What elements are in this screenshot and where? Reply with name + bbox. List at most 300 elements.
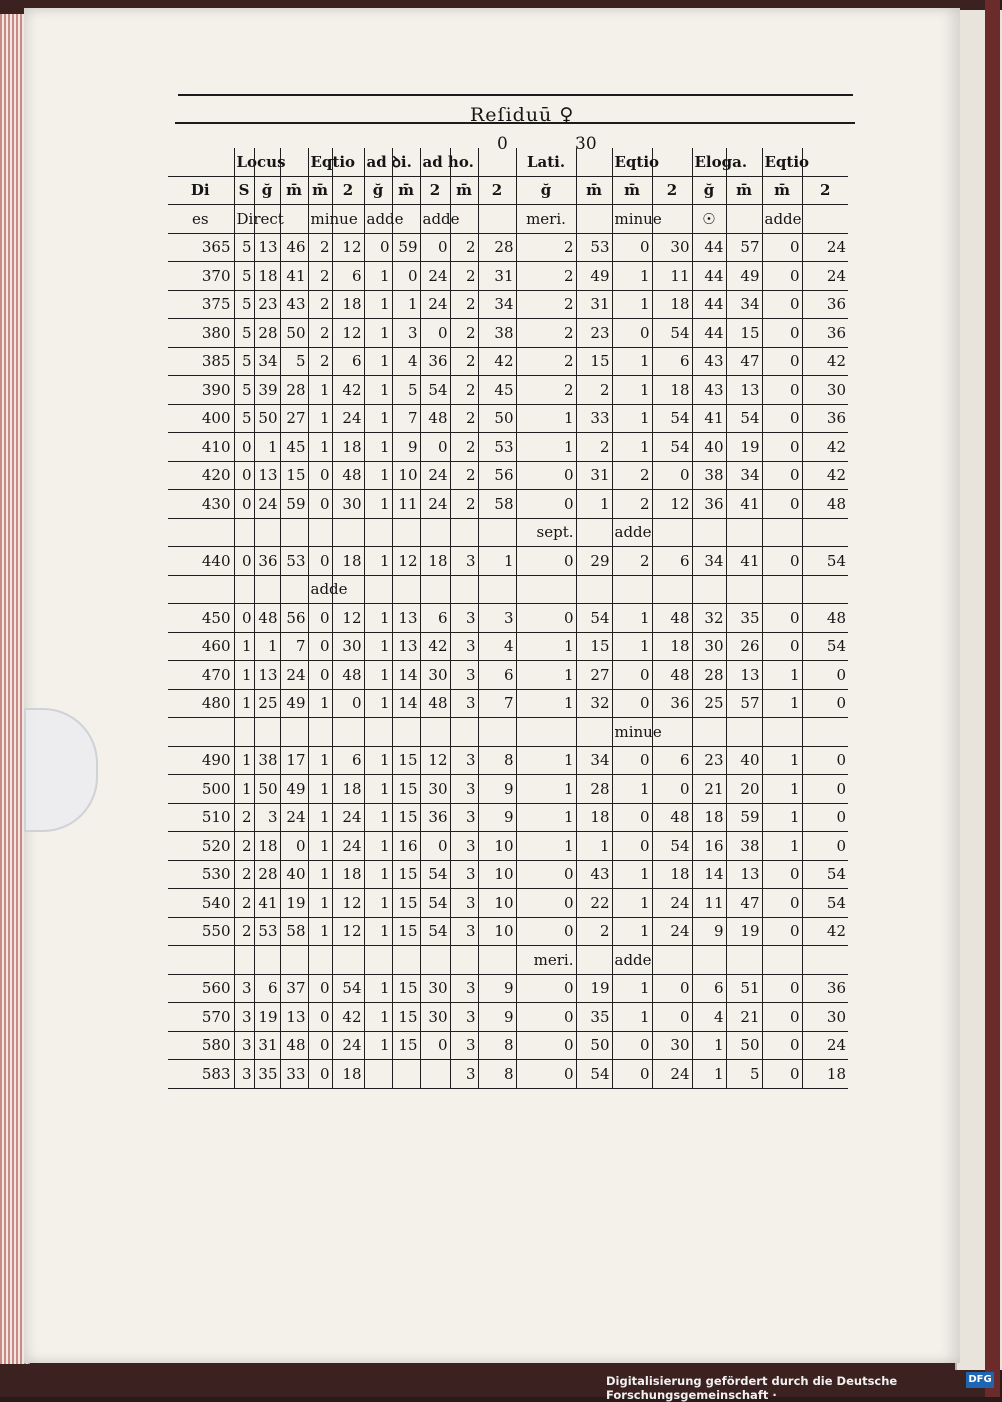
table-cell (762, 946, 802, 975)
table-cell: 48 (420, 404, 450, 433)
table-cell: 1 (516, 404, 576, 433)
table-row (168, 917, 848, 946)
table-cell: 18 (802, 1060, 848, 1089)
table-cell (450, 718, 478, 747)
table-cell: 5 (234, 404, 254, 433)
table-cell: 43 (692, 376, 726, 405)
table-cell: 2 (332, 176, 364, 205)
table-cell: 15 (576, 632, 612, 661)
table-cell: 2 (308, 347, 332, 376)
table-cell: 0 (516, 604, 576, 633)
table-cell (516, 575, 576, 604)
table-cell: 460 (168, 632, 234, 661)
table-cell: 31 (254, 1031, 280, 1060)
table-cell: 385 (168, 347, 234, 376)
table-cell: 1 (308, 917, 332, 946)
table-cell: 0 (308, 661, 332, 690)
table-cell: 8 (478, 1060, 516, 1089)
table-cell: 30 (692, 632, 726, 661)
table-cell: minue (612, 718, 652, 747)
table-cell: 0 (612, 689, 652, 718)
table-cell: 1 (612, 1003, 652, 1032)
table-cell: 28 (576, 775, 612, 804)
table-cell: 6 (478, 661, 516, 690)
table-cell: 1 (364, 860, 392, 889)
table-cell: 34 (478, 290, 516, 319)
table-cell: 18 (332, 775, 364, 804)
table-cell (364, 518, 392, 547)
table-cell: 39 (254, 376, 280, 405)
table-cell: 37 (280, 974, 308, 1003)
table-cell: 34 (692, 547, 726, 576)
table-cell: 19 (726, 433, 762, 462)
table-cell: 1 (516, 746, 576, 775)
table-cell (254, 718, 280, 747)
table-row (168, 433, 848, 462)
table-cell: 32 (692, 604, 726, 633)
table-cell: 0 (762, 233, 802, 262)
table-cell (478, 575, 516, 604)
table-cell: 18 (254, 262, 280, 291)
table-cell: 15 (726, 319, 762, 348)
table-cell (332, 518, 364, 547)
table-cell: 10 (478, 832, 516, 861)
table-cell (364, 1060, 392, 1089)
table-cell (576, 718, 612, 747)
table-cell: 0 (516, 461, 576, 490)
table-cell: 1 (364, 1003, 392, 1032)
table-cell: 51 (726, 974, 762, 1003)
table-cell: 7 (392, 404, 420, 433)
table-cell: 1 (612, 917, 652, 946)
table-cell: 0 (308, 632, 332, 661)
table-cell: 36 (420, 347, 450, 376)
table-cell: 53 (478, 433, 516, 462)
table-cell (420, 718, 450, 747)
table-cell: 0 (612, 746, 652, 775)
table-cell: 34 (576, 746, 612, 775)
table-cell: 24 (802, 1031, 848, 1060)
table-cell: Eqtio (762, 148, 802, 176)
table-cell: 12 (420, 746, 450, 775)
table-cell: 15 (392, 803, 420, 832)
table-cell (392, 575, 420, 604)
table-cell: 2 (450, 376, 478, 405)
table-row (168, 290, 848, 319)
table-cell: 10 (478, 860, 516, 889)
table-cell: 3 (450, 860, 478, 889)
table-cell: 370 (168, 262, 234, 291)
table-cell: 28 (478, 233, 516, 262)
table-cell: 42 (478, 347, 516, 376)
table-cell: 38 (726, 832, 762, 861)
table-row (168, 518, 848, 547)
table-cell: 41 (280, 262, 308, 291)
table-cell: 0 (234, 604, 254, 633)
table-cell: Direct (234, 205, 254, 234)
table-cell: 0 (762, 860, 802, 889)
table-cell: 56 (280, 604, 308, 633)
table-row (168, 604, 848, 633)
table-cell: 53 (280, 547, 308, 576)
table-cell: 26 (726, 632, 762, 661)
table-row (168, 860, 848, 889)
table-cell (726, 205, 762, 234)
table-cell: 48 (254, 604, 280, 633)
table-cell: 9 (692, 917, 726, 946)
table-cell: 12 (332, 233, 364, 262)
table-cell: 24 (332, 404, 364, 433)
table-row (168, 832, 848, 861)
table-cell: 1 (364, 604, 392, 633)
table-cell: 9 (478, 803, 516, 832)
table-cell: 0 (802, 803, 848, 832)
table-cell: 54 (420, 860, 450, 889)
table-cell: 2 (450, 290, 478, 319)
table-cell: 400 (168, 404, 234, 433)
table-cell: 5 (234, 262, 254, 291)
table-cell (420, 518, 450, 547)
table-cell: 48 (652, 661, 692, 690)
table-cell: 3 (450, 832, 478, 861)
table-cell: 1 (364, 832, 392, 861)
table-cell: 30 (652, 233, 692, 262)
table-cell: 27 (576, 661, 612, 690)
table-cell: 2 (652, 176, 692, 205)
table-cell: 5 (392, 376, 420, 405)
table-cell (420, 1060, 450, 1089)
table-cell: 48 (652, 604, 692, 633)
table-cell: 1 (308, 746, 332, 775)
table-cell: 16 (392, 832, 420, 861)
table-cell: 1 (612, 860, 652, 889)
table-cell: 24 (254, 490, 280, 519)
table-cell: 36 (802, 974, 848, 1003)
table-cell: 2 (450, 347, 478, 376)
table-cell: 1 (364, 461, 392, 490)
table-cell: 0 (802, 661, 848, 690)
table-cell: 15 (576, 347, 612, 376)
table-cell: 365 (168, 233, 234, 262)
table-cell: 42 (332, 1003, 364, 1032)
table-cell: 0 (762, 290, 802, 319)
table-cell: 0 (516, 860, 576, 889)
table-cell: 48 (652, 803, 692, 832)
table-cell (450, 518, 478, 547)
table-cell: 38 (692, 461, 726, 490)
table-cell: 560 (168, 974, 234, 1003)
table-cell (392, 1060, 420, 1089)
table-cell: 0 (308, 1031, 332, 1060)
table-cell (420, 575, 450, 604)
table-cell: 1 (692, 1060, 726, 1089)
table-cell: 30 (420, 1003, 450, 1032)
table-cell: 7 (280, 632, 308, 661)
table-cell: 49 (280, 775, 308, 804)
table-cell: 2 (308, 262, 332, 291)
table-cell: 3 (392, 319, 420, 348)
table-cell: 3 (254, 803, 280, 832)
table-cell: 4 (392, 347, 420, 376)
table-cell: 6 (652, 746, 692, 775)
table-cell: 2 (234, 832, 254, 861)
book-cover-right (985, 0, 1000, 1397)
table-row (168, 262, 848, 291)
table-cell: 1 (612, 290, 652, 319)
table-cell: meri. (516, 946, 576, 975)
table-cell: 42 (802, 461, 848, 490)
table-cell: 19 (254, 1003, 280, 1032)
table-cell: 15 (392, 917, 420, 946)
table-cell: 45 (280, 433, 308, 462)
table-cell (280, 718, 308, 747)
table-cell: 1 (234, 746, 254, 775)
table-cell: 470 (168, 661, 234, 690)
table-cell: adde (762, 205, 802, 234)
table-cell: 18 (420, 547, 450, 576)
table-cell: 18 (332, 290, 364, 319)
table-cell: 14 (692, 860, 726, 889)
table-cell: 6 (332, 262, 364, 291)
table-cell: es (168, 205, 234, 234)
table-cell: 54 (420, 917, 450, 946)
table-cell: 0 (308, 547, 332, 576)
table-cell: 30 (420, 661, 450, 690)
table-cell: 550 (168, 917, 234, 946)
table-cell: 490 (168, 746, 234, 775)
table-cell: 583 (168, 1060, 234, 1089)
table-cell: 49 (280, 689, 308, 718)
table-cell: 53 (254, 917, 280, 946)
table-cell: 1 (762, 661, 802, 690)
table-cell: 3 (450, 632, 478, 661)
table-cell: 19 (726, 917, 762, 946)
table-cell: 1 (364, 746, 392, 775)
table-cell: 1 (612, 433, 652, 462)
table-cell: 22 (576, 889, 612, 918)
table-cell (516, 718, 576, 747)
table-cell: 33 (280, 1060, 308, 1089)
table-cell: 1 (516, 832, 576, 861)
table-cell: 9 (478, 1003, 516, 1032)
table-cell: 0 (308, 461, 332, 490)
table-cell: 32 (576, 689, 612, 718)
table-cell (234, 718, 254, 747)
table-cell: 18 (254, 832, 280, 861)
table-cell: 49 (576, 262, 612, 291)
table-cell: 1 (576, 832, 612, 861)
table-cell: Eqtio (612, 148, 652, 176)
table-cell: 48 (420, 689, 450, 718)
table-cell: 2 (450, 319, 478, 348)
table-cell: 0 (364, 233, 392, 262)
table-cell: 13 (254, 661, 280, 690)
table-row (168, 461, 848, 490)
table-cell (802, 718, 848, 747)
table-cell: 1 (308, 889, 332, 918)
table-cell: 23 (692, 746, 726, 775)
table-cell: 3 (450, 917, 478, 946)
table-cell (576, 518, 612, 547)
table-cell: adde (364, 205, 392, 234)
table-cell: 15 (392, 746, 420, 775)
table-cell: 18 (332, 547, 364, 576)
table-cell: 520 (168, 832, 234, 861)
table-cell: 1 (516, 803, 576, 832)
table-cell: 1 (364, 376, 392, 405)
table-cell: sept. (516, 518, 576, 547)
table-cell: 1 (364, 889, 392, 918)
table-cell: 10 (392, 461, 420, 490)
table-cell: 3 (450, 1060, 478, 1089)
table-cell: 2 (516, 290, 576, 319)
table-cell: adde (420, 205, 450, 234)
table-cell: 42 (802, 433, 848, 462)
table-cell: 540 (168, 889, 234, 918)
table-cell: 15 (280, 461, 308, 490)
table-cell (280, 575, 308, 604)
table-cell: 0 (516, 490, 576, 519)
table-cell: 0 (234, 547, 254, 576)
table-cell (280, 518, 308, 547)
table-cell: 1 (762, 832, 802, 861)
table-cell: minue (612, 205, 652, 234)
table-cell: 48 (280, 1031, 308, 1060)
table-cell (802, 946, 848, 975)
table-row (168, 404, 848, 433)
table-cell: 44 (692, 262, 726, 291)
table-cell: 18 (652, 632, 692, 661)
table-cell (478, 148, 516, 176)
table-cell: 35 (576, 1003, 612, 1032)
table-cell: 0 (762, 262, 802, 291)
table-cell: 1 (364, 974, 392, 1003)
table-cell: 1 (364, 689, 392, 718)
table-cell: 11 (392, 490, 420, 519)
table-cell: 40 (692, 433, 726, 462)
table-cell: 5 (234, 347, 254, 376)
table-cell: 24 (280, 803, 308, 832)
table-cell: 1 (612, 404, 652, 433)
table-cell (478, 205, 516, 234)
table-cell: 50 (280, 319, 308, 348)
table-cell: 15 (392, 1003, 420, 1032)
table-cell: 1 (762, 689, 802, 718)
table-cell: 13 (726, 661, 762, 690)
venus-residuum-table (168, 148, 848, 1089)
table-cell (450, 946, 478, 975)
table-cell: 50 (478, 404, 516, 433)
table-cell: 0 (762, 1060, 802, 1089)
table-cell: 375 (168, 290, 234, 319)
table-cell: 3 (450, 689, 478, 718)
table-cell: 1 (516, 661, 576, 690)
table-cell: 0 (652, 775, 692, 804)
table-cell: 31 (478, 262, 516, 291)
table-cell: 28 (692, 661, 726, 690)
table-cell: 0 (612, 661, 652, 690)
table-cell: 12 (392, 547, 420, 576)
table-cell: 3 (450, 974, 478, 1003)
table-cell: 1 (364, 490, 392, 519)
table-cell: 23 (576, 319, 612, 348)
table-cell (364, 946, 392, 975)
table-cell: 0 (280, 832, 308, 861)
table-cell: 1 (364, 803, 392, 832)
table-cell (652, 946, 692, 975)
table-cell: 50 (254, 404, 280, 433)
table-cell: 3 (450, 803, 478, 832)
table-cell: 36 (802, 404, 848, 433)
table-cell: 59 (392, 233, 420, 262)
table-cell (478, 718, 516, 747)
table-body (168, 148, 848, 1088)
table-cell: 21 (726, 1003, 762, 1032)
table-cell: 18 (332, 1060, 364, 1089)
table-cell: 43 (576, 860, 612, 889)
table-cell: 2 (234, 889, 254, 918)
table-cell: 42 (332, 376, 364, 405)
table-cell: 30 (332, 490, 364, 519)
table-cell: 54 (576, 604, 612, 633)
table-cell: 54 (802, 632, 848, 661)
table-cell: 2 (234, 860, 254, 889)
table-cell: 5 (234, 290, 254, 319)
table-cell (762, 718, 802, 747)
table-cell: 0 (234, 433, 254, 462)
table-cell: 10 (478, 889, 516, 918)
table-cell: 2 (308, 290, 332, 319)
table-cell (576, 205, 612, 234)
table-cell: 1 (308, 803, 332, 832)
table-cell: 21 (692, 775, 726, 804)
page-title: Reſiduū ♀ (470, 104, 575, 126)
table-cell: 56 (478, 461, 516, 490)
table-cell: 18 (576, 803, 612, 832)
table-cell: 1 (612, 632, 652, 661)
table-cell: 35 (726, 604, 762, 633)
table-cell: 1 (612, 889, 652, 918)
table-cell (692, 575, 726, 604)
table-cell: 1 (364, 632, 392, 661)
table-cell: 1 (254, 632, 280, 661)
table-row (168, 347, 848, 376)
table-cell: Eloga. (692, 148, 726, 176)
table-cell: 3 (450, 604, 478, 633)
table-cell: 18 (692, 803, 726, 832)
table-cell (450, 575, 478, 604)
table-cell: 13 (726, 376, 762, 405)
table-cell (280, 946, 308, 975)
table-cell: 1 (364, 404, 392, 433)
table-cell (726, 946, 762, 975)
table-cell: 54 (332, 974, 364, 1003)
table-row (168, 746, 848, 775)
table-cell: 8 (478, 746, 516, 775)
table-cell: 2 (234, 803, 254, 832)
table-cell: S (234, 176, 254, 205)
table-cell: 18 (652, 376, 692, 405)
table-cell: 0 (332, 689, 364, 718)
table-cell (576, 946, 612, 975)
table-cell: 0 (516, 547, 576, 576)
table-cell: 0 (762, 604, 802, 633)
table-cell (234, 946, 254, 975)
table-cell: 58 (280, 917, 308, 946)
table-cell: 3 (450, 889, 478, 918)
table-cell: 34 (726, 461, 762, 490)
table-cell: 6 (254, 974, 280, 1003)
